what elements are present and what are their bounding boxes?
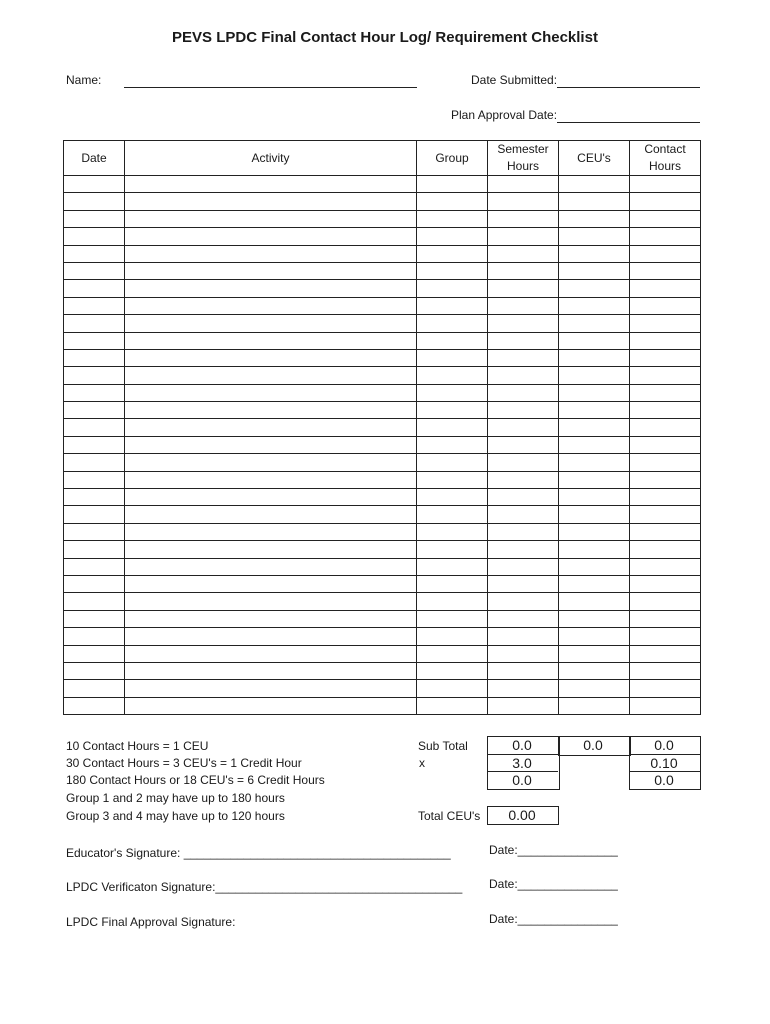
ceus-cell[interactable] (559, 419, 630, 436)
table-row (64, 402, 701, 419)
activity-cell[interactable] (125, 454, 417, 471)
total-ceus-label: Total CEU's (418, 809, 481, 823)
ceus-cell[interactable] (559, 280, 630, 297)
ceus-cell[interactable] (559, 575, 630, 592)
educator-signature-line[interactable]: Educator's Signature: ________________________________________ (66, 846, 451, 860)
contact-hours-cell[interactable] (630, 402, 701, 419)
semester-hours-cell[interactable] (488, 367, 559, 384)
group-cell[interactable] (417, 697, 488, 714)
name-label: Name: (66, 73, 102, 87)
header-date: Date (64, 141, 125, 176)
ceus-cell[interactable] (559, 245, 630, 262)
contact-hours-cell[interactable] (630, 349, 701, 366)
date-cell[interactable] (64, 419, 125, 436)
activity-cell[interactable] (125, 262, 417, 279)
date-cell[interactable] (64, 489, 125, 506)
group-cell[interactable] (417, 384, 488, 401)
subtotal-label: Sub Total (418, 739, 468, 753)
activity-cell[interactable] (125, 280, 417, 297)
ceus-cell[interactable] (559, 489, 630, 506)
contact-hours-cell[interactable] (630, 610, 701, 627)
contact-hours-cell[interactable] (630, 558, 701, 575)
ceus-cell[interactable] (559, 315, 630, 332)
contact-hours-cell[interactable] (630, 506, 701, 523)
ceus-cell[interactable] (559, 384, 630, 401)
group-cell[interactable] (417, 245, 488, 262)
header-contact-line2: Hours (648, 159, 681, 173)
header-semester-hours (488, 141, 559, 176)
semester-hours-cell[interactable] (488, 454, 559, 471)
multiplier-x-label: x (419, 756, 425, 770)
date-cell[interactable] (64, 697, 125, 714)
group-cell[interactable] (417, 471, 488, 488)
table-row (64, 628, 701, 645)
ceus-cell[interactable] (559, 697, 630, 714)
date-submitted-label: Date Submitted: (471, 73, 558, 87)
contact-hours-cell[interactable] (630, 593, 701, 610)
table-row (64, 280, 701, 297)
activity-cell[interactable] (125, 245, 417, 262)
header-semester-line2: Hours (506, 159, 539, 173)
date-cell[interactable] (64, 332, 125, 349)
date-cell[interactable] (64, 628, 125, 645)
activity-cell[interactable] (125, 384, 417, 401)
group-cell[interactable] (417, 575, 488, 592)
ceus-cell[interactable] (559, 176, 630, 193)
semester-hours-cell[interactable] (488, 262, 559, 279)
table-row (64, 471, 701, 488)
date-cell[interactable] (64, 680, 125, 697)
plan-approval-label: Plan Approval Date: (451, 108, 558, 122)
page-title: PEVS LPDC Final Contact Hour Log/ Requirement Checklist (172, 29, 598, 46)
ceus-cell[interactable] (559, 506, 630, 523)
group-cell[interactable] (417, 454, 488, 471)
date-cell[interactable] (64, 610, 125, 627)
semester-hours-cell[interactable] (488, 280, 559, 297)
group-cell[interactable] (417, 662, 488, 679)
date-cell[interactable] (64, 541, 125, 558)
semester-hours-cell[interactable] (488, 471, 559, 488)
ceus-cell[interactable] (559, 662, 630, 679)
ceus-cell[interactable] (559, 332, 630, 349)
activity-cell[interactable] (125, 419, 417, 436)
date-cell[interactable] (64, 662, 125, 679)
activity-cell[interactable] (125, 402, 417, 419)
semester-hours-cell[interactable] (488, 245, 559, 262)
table-row (64, 489, 701, 506)
contact-hours-cell[interactable] (630, 680, 701, 697)
contact-product-value: 0.0 (654, 772, 674, 788)
table-row (64, 454, 701, 471)
activity-cell[interactable] (125, 436, 417, 453)
group-cell[interactable] (417, 176, 488, 193)
semester-hours-cell[interactable] (488, 697, 559, 714)
contact-hours-cell[interactable] (630, 262, 701, 279)
group-cell[interactable] (417, 541, 488, 558)
group-cell[interactable] (417, 558, 488, 575)
note-line: 30 Contact Hours = 3 CEU's = 1 Credit Hour (66, 756, 302, 770)
group-cell[interactable] (417, 297, 488, 314)
group-cell[interactable] (417, 402, 488, 419)
group-cell[interactable] (417, 523, 488, 540)
activity-cell[interactable] (125, 541, 417, 558)
activity-cell[interactable] (125, 489, 417, 506)
group-cell[interactable] (417, 593, 488, 610)
contact-hours-cell[interactable] (630, 297, 701, 314)
activity-cell[interactable] (125, 315, 417, 332)
semester-hours-cell[interactable] (488, 176, 559, 193)
group-cell[interactable] (417, 280, 488, 297)
activity-cell[interactable] (125, 523, 417, 540)
date-cell[interactable] (64, 315, 125, 332)
semester-hours-cell[interactable] (488, 315, 559, 332)
semester-hours-cell[interactable] (488, 680, 559, 697)
table-body (64, 176, 701, 715)
semester-multiplier-value: 3.0 (512, 755, 532, 771)
plan-approval-field[interactable] (557, 122, 700, 123)
date-cell[interactable] (64, 210, 125, 227)
table-row (64, 645, 701, 662)
header-ceus: CEU's (559, 141, 630, 176)
group-cell[interactable] (417, 610, 488, 627)
activity-cell[interactable] (125, 558, 417, 575)
activity-cell[interactable] (125, 228, 417, 245)
table-row (64, 210, 701, 227)
ceus-cell[interactable] (559, 402, 630, 419)
ceus-cell[interactable] (559, 210, 630, 227)
semester-hours-cell[interactable] (488, 349, 559, 366)
ceus-cell[interactable] (559, 297, 630, 314)
ceus-subtotal-value: 0.0 (583, 737, 603, 753)
date-cell[interactable] (64, 558, 125, 575)
table-row (64, 697, 701, 714)
semester-hours-cell[interactable] (488, 645, 559, 662)
date-cell[interactable] (64, 471, 125, 488)
activity-cell[interactable] (125, 349, 417, 366)
group-cell[interactable] (417, 210, 488, 227)
lpdc-final-approval-signature-label[interactable]: LPDC Final Approval Signature: (66, 915, 236, 929)
table-row (64, 262, 701, 279)
activity-cell[interactable] (125, 193, 417, 210)
contact-hours-cell[interactable] (630, 662, 701, 679)
ceus-cell[interactable] (559, 523, 630, 540)
educator-date-line[interactable]: Date:_______________ (489, 843, 618, 857)
contact-hours-cell[interactable] (630, 489, 701, 506)
contact-multiplier-value: 0.10 (650, 755, 678, 771)
semester-hours-cell[interactable] (488, 593, 559, 610)
group-cell[interactable] (417, 506, 488, 523)
table-row (64, 193, 701, 210)
date-cell[interactable] (64, 262, 125, 279)
group-cell[interactable] (417, 262, 488, 279)
date-cell[interactable] (64, 297, 125, 314)
table-row (64, 575, 701, 592)
group-cell[interactable] (417, 419, 488, 436)
header-semester-line1: Semester (497, 142, 549, 156)
total-ceus-value: 0.00 (508, 807, 536, 823)
table-row (64, 228, 701, 245)
semester-hours-cell[interactable] (488, 541, 559, 558)
activity-cell[interactable] (125, 506, 417, 523)
contact-hours-cell[interactable] (630, 176, 701, 193)
activity-cell[interactable] (125, 610, 417, 627)
ceus-cell[interactable] (559, 628, 630, 645)
table-row (64, 680, 701, 697)
table-row (64, 593, 701, 610)
note-line: Group 1 and 2 may have up to 180 hours (66, 791, 285, 805)
ceus-cell[interactable] (559, 367, 630, 384)
contact-hours-cell[interactable] (630, 471, 701, 488)
table-row (64, 436, 701, 453)
semester-hours-cell[interactable] (488, 558, 559, 575)
semester-hours-cell[interactable] (488, 419, 559, 436)
date-cell[interactable] (64, 645, 125, 662)
contact-hours-cell[interactable] (630, 384, 701, 401)
lpdc-verification-date-line[interactable]: Date:_______________ (489, 877, 618, 891)
date-cell[interactable] (64, 245, 125, 262)
activity-cell[interactable] (125, 645, 417, 662)
semester-subtotal-value: 0.0 (512, 737, 532, 753)
group-cell[interactable] (417, 367, 488, 384)
date-cell[interactable] (64, 176, 125, 193)
activity-cell[interactable] (125, 697, 417, 714)
contact-hours-cell[interactable] (630, 575, 701, 592)
contact-hours-cell[interactable] (630, 628, 701, 645)
contact-hour-log-table (63, 140, 701, 715)
activity-cell[interactable] (125, 593, 417, 610)
activity-cell[interactable] (125, 628, 417, 645)
date-submitted-field[interactable] (557, 87, 700, 88)
table-row (64, 541, 701, 558)
date-cell[interactable] (64, 523, 125, 540)
note-line: 180 Contact Hours or 18 CEU's = 6 Credit Hours (66, 773, 325, 787)
ceus-cell[interactable] (559, 471, 630, 488)
group-cell[interactable] (417, 228, 488, 245)
note-line: 10 Contact Hours = 1 CEU (66, 739, 209, 753)
group-cell[interactable] (417, 645, 488, 662)
group-cell[interactable] (417, 436, 488, 453)
contact-hours-cell[interactable] (630, 280, 701, 297)
contact-subtotal-value: 0.0 (654, 737, 674, 753)
ceus-cell[interactable] (559, 262, 630, 279)
activity-cell[interactable] (125, 297, 417, 314)
semester-hours-cell[interactable] (488, 610, 559, 627)
contact-hours-cell[interactable] (630, 454, 701, 471)
note-line: Group 3 and 4 may have up to 120 hours (66, 809, 285, 823)
contact-hours-cell[interactable] (630, 193, 701, 210)
contact-hours-cell[interactable] (630, 245, 701, 262)
ceus-cell[interactable] (559, 680, 630, 697)
semester-hours-cell[interactable] (488, 575, 559, 592)
semester-hours-cell[interactable] (488, 436, 559, 453)
ceus-cell[interactable] (559, 645, 630, 662)
activity-cell[interactable] (125, 367, 417, 384)
date-cell[interactable] (64, 193, 125, 210)
table-row (64, 419, 701, 436)
date-cell[interactable] (64, 280, 125, 297)
ceus-cell[interactable] (559, 610, 630, 627)
table-row (64, 349, 701, 366)
lpdc-verification-signature-line[interactable]: LPDC Verificaton Signature:_____________________________________ (66, 880, 463, 894)
activity-cell[interactable] (125, 575, 417, 592)
ceus-cell[interactable] (559, 193, 630, 210)
activity-cell[interactable] (125, 662, 417, 679)
date-cell[interactable] (64, 436, 125, 453)
contact-hours-cell[interactable] (630, 523, 701, 540)
semester-hours-cell[interactable] (488, 210, 559, 227)
table-row (64, 523, 701, 540)
semester-hours-cell[interactable] (488, 523, 559, 540)
group-cell[interactable] (417, 193, 488, 210)
semester-hours-cell[interactable] (488, 297, 559, 314)
semester-hours-cell[interactable] (488, 506, 559, 523)
table-row (64, 245, 701, 262)
activity-cell[interactable] (125, 680, 417, 697)
semester-product-value: 0.0 (512, 772, 532, 788)
date-cell[interactable] (64, 349, 125, 366)
group-cell[interactable] (417, 332, 488, 349)
semester-hours-cell[interactable] (488, 228, 559, 245)
contact-hours-cell[interactable] (630, 541, 701, 558)
table-row (64, 315, 701, 332)
header-contact-line1: Contact (644, 142, 686, 156)
name-field[interactable] (124, 87, 417, 88)
ceus-cell[interactable] (559, 593, 630, 610)
group-cell[interactable] (417, 489, 488, 506)
semester-hours-cell[interactable] (488, 628, 559, 645)
table-row (64, 558, 701, 575)
semester-hours-cell[interactable] (488, 332, 559, 349)
date-cell[interactable] (64, 384, 125, 401)
table-row (64, 297, 701, 314)
table-row (64, 367, 701, 384)
date-cell[interactable] (64, 402, 125, 419)
ceus-cell[interactable] (559, 541, 630, 558)
contact-hours-cell[interactable] (630, 315, 701, 332)
date-cell[interactable] (64, 454, 125, 471)
header-group: Group (417, 141, 488, 176)
date-cell[interactable] (64, 228, 125, 245)
table-row (64, 176, 701, 193)
header-activity: Activity (125, 141, 417, 176)
semester-hours-cell[interactable] (488, 662, 559, 679)
date-cell[interactable] (64, 506, 125, 523)
ceus-cell[interactable] (559, 349, 630, 366)
table-row (64, 662, 701, 679)
ceus-cell[interactable] (559, 558, 630, 575)
semester-hours-cell[interactable] (488, 402, 559, 419)
ceus-cell[interactable] (559, 228, 630, 245)
semester-hours-cell[interactable] (488, 489, 559, 506)
contact-hours-cell[interactable] (630, 228, 701, 245)
group-cell[interactable] (417, 628, 488, 645)
activity-cell[interactable] (125, 471, 417, 488)
table-row (64, 506, 701, 523)
contact-hours-cell[interactable] (630, 419, 701, 436)
contact-hours-cell[interactable] (630, 645, 701, 662)
contact-hours-cell[interactable] (630, 367, 701, 384)
activity-cell[interactable] (125, 332, 417, 349)
date-cell[interactable] (64, 367, 125, 384)
table-header-row (64, 141, 701, 176)
semester-hours-cell[interactable] (488, 193, 559, 210)
lpdc-final-approval-date-line[interactable]: Date:_______________ (489, 912, 618, 926)
table-row (64, 384, 701, 401)
contact-hours-cell[interactable] (630, 210, 701, 227)
table-row (64, 610, 701, 627)
contact-hours-cell[interactable] (630, 332, 701, 349)
group-cell[interactable] (417, 315, 488, 332)
ceus-cell[interactable] (559, 436, 630, 453)
group-cell[interactable] (417, 349, 488, 366)
semester-hours-cell[interactable] (488, 384, 559, 401)
header-contact-hours (630, 141, 701, 176)
table-row (64, 332, 701, 349)
activity-cell[interactable] (125, 210, 417, 227)
contact-hours-cell[interactable] (630, 436, 701, 453)
ceus-cell[interactable] (559, 454, 630, 471)
date-cell[interactable] (64, 593, 125, 610)
group-cell[interactable] (417, 680, 488, 697)
contact-hours-cell[interactable] (630, 697, 701, 714)
date-cell[interactable] (64, 575, 125, 592)
activity-cell[interactable] (125, 176, 417, 193)
